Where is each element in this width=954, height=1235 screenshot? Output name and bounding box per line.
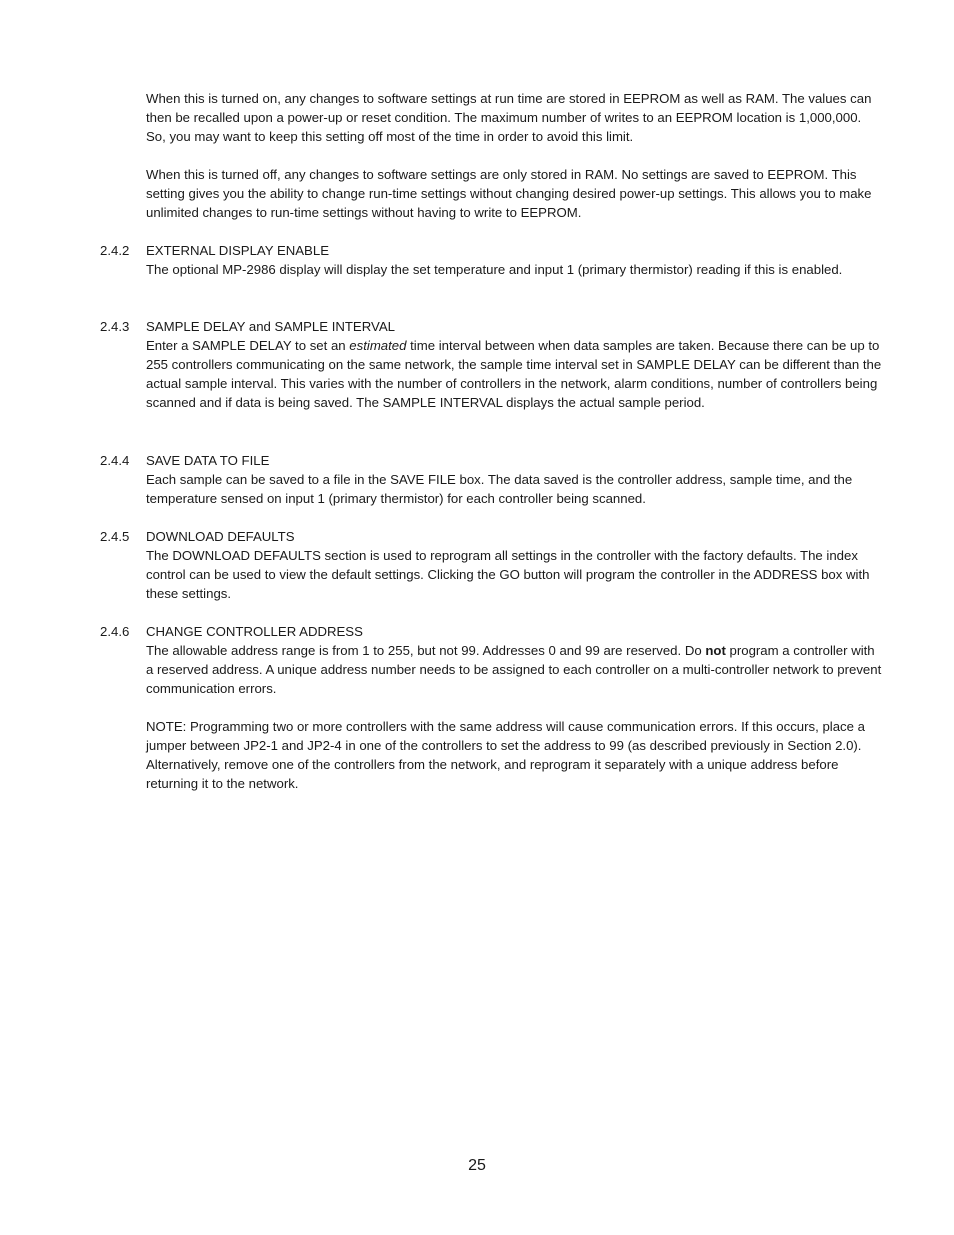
section-body-2-4-6 xyxy=(146,641,882,698)
eeprom-on-paragraph: When this is turned on, any changes to software settings at run time are stored in EEPROM as well as RAM. The values can then be recalled upon a power-up or reset condition. The maximum number of writes to an EEPROM location is 1,000,000. So, you may want to keep this setting off most of the time in order to avoid this limit. xyxy=(146,91,872,145)
body-text: time interval between when data samples are taken. Because there can be up to 255 controllers communicating on the same network, the sample time interval set in SAMPLE DELAY can be different than the actual sample interval. This varies with the number of controllers in the network, alarm conditions, number of controllers being scanned and if data is being saved. The SAMPLE INTERVAL displays the actual sample period. xyxy=(146,338,882,411)
bold-text: not xyxy=(705,643,726,658)
emphasis-text: estimated xyxy=(349,338,407,353)
section-title: SAVE DATA TO FILE xyxy=(146,453,270,468)
section-heading-2-4-6 xyxy=(100,622,882,641)
section-heading-2-4-3 xyxy=(100,317,882,336)
section-title: CHANGE CONTROLLER ADDRESS xyxy=(146,624,363,639)
section-number: 2.4.4 xyxy=(100,453,130,468)
section-title: SAMPLE DELAY and SAMPLE INTERVAL xyxy=(146,319,395,334)
section-number: 2.4.6 xyxy=(100,624,130,639)
eeprom-off-paragraph: When this is turned off, any changes to software settings are only stored in RAM. No settings are saved to EEPROM. This setting gives you the ability to change run-time settings without changing desired power-up settings. This allows you to make unlimited changes to run-time settings without having to write to EEPROM. xyxy=(146,167,872,221)
section-body-2-4-5: The DOWNLOAD DEFAULTS section is used to reprogram all settings in the controller with the factory defaults. The index control can be used to view the default settings. Clicking the GO button will program the controller in the ADDRESS box with these settings. xyxy=(146,548,870,602)
section-title: DOWNLOAD DEFAULTS xyxy=(146,529,295,544)
section-number: 2.4.2 xyxy=(100,243,130,258)
note-paragraph: NOTE: Programming two or more controllers with the same address will cause communication errors. If this occurs, place a jumper between JP2-1 and JP2-4 in one of the controllers to set the address to 99 (as described previously in Section 2.0). Alternatively, remove one of the controllers from the network, and reprogram it separately with a unique address before returning it to the network. xyxy=(146,719,865,792)
section-body-2-4-2: The optional MP-2986 display will display the set temperature and input 1 (primary thermistor) reading if this is enabled. xyxy=(146,262,843,277)
section-title: EXTERNAL DISPLAY ENABLE xyxy=(146,243,329,258)
section-body-2-4-4: Each sample can be saved to a file in the SAVE FILE box. The data saved is the controller address, sample time, and the temperature sensed on input 1 (primary thermistor) for each controller being scanned. xyxy=(146,472,853,507)
section-number: 2.4.3 xyxy=(100,319,130,334)
section-body-2-4-3 xyxy=(146,336,882,412)
section-heading-2-4-2 xyxy=(100,241,882,260)
body-text: The allowable address range is from 1 to 255, but not 99. Addresses 0 and 99 are reserved. Do xyxy=(146,643,706,658)
page-number: 25 xyxy=(468,1157,486,1174)
body-text: Enter a SAMPLE DELAY to set an xyxy=(146,338,350,353)
section-number: 2.4.5 xyxy=(100,529,130,544)
section-heading-2-4-4 xyxy=(100,451,882,470)
section-heading-2-4-5 xyxy=(100,527,882,546)
body-text: program a controller with a reserved address. A unique address number needs to be assigned to each controller on a multi-controller network to prevent communication errors. xyxy=(146,643,882,697)
